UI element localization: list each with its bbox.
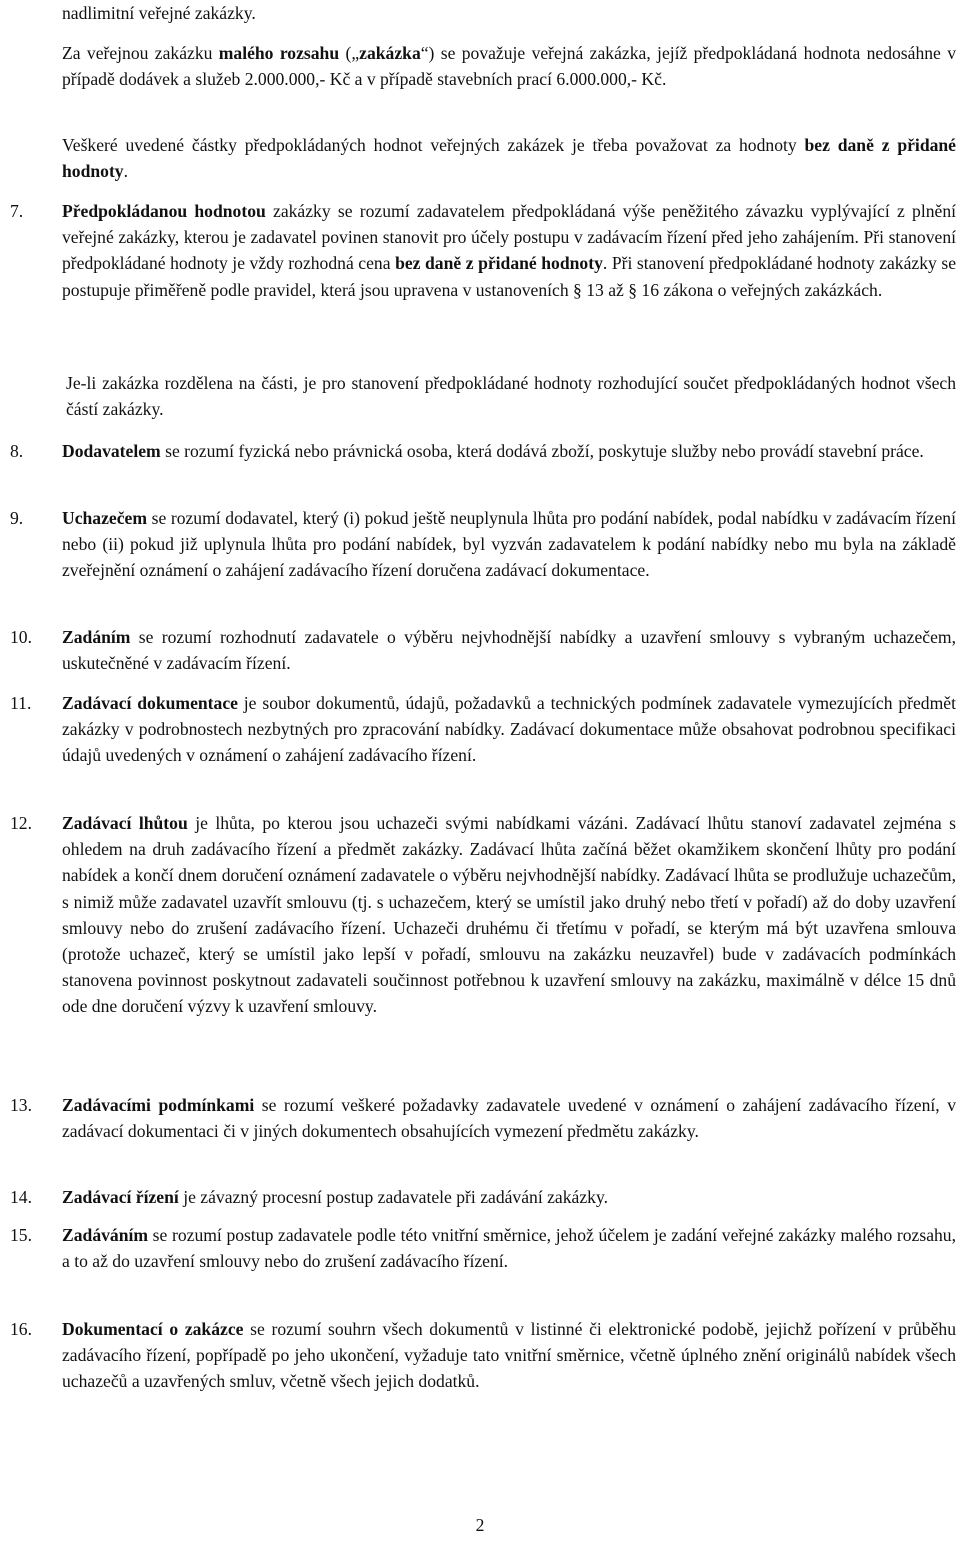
item-text bbox=[62, 1222, 956, 1274]
list-item-16 bbox=[10, 1316, 956, 1395]
item-text bbox=[62, 624, 956, 676]
item-number: 12. bbox=[10, 813, 32, 833]
paragraph-amounts-note bbox=[62, 132, 956, 184]
paragraph-text: Za veřejnou zakázku bbox=[62, 43, 219, 63]
bold-term: malého rozsahu bbox=[218, 43, 340, 63]
item-text-part: se rozumí souhrn všech dokumentů v listinné či elektronické podobě, jejichž pořízení v průběhu zadávacího řízení, popřípadě po jeho ukončení, vyžaduje tato vnitřní směrnice, včetně úplného znění originálů nabídek všech uchazečů a uzavřených smluv, včetně všech jejich dodatků. bbox=[62, 1319, 956, 1392]
item-number: 13. bbox=[10, 1095, 32, 1115]
item-number: 11. bbox=[10, 693, 32, 713]
item-number: 10. bbox=[10, 627, 32, 647]
item-text-part: je závazný procesní postup zadavatele při zadávání zakázky. bbox=[178, 1187, 608, 1207]
item-text bbox=[62, 1092, 956, 1144]
bold-term: Uchazečem bbox=[62, 508, 147, 528]
page-number: 2 bbox=[475, 1515, 485, 1535]
bold-term: bez daně z přidané hodnoty bbox=[395, 253, 603, 274]
list-item-14 bbox=[10, 1184, 956, 1210]
item-text bbox=[62, 505, 956, 584]
list-item-10 bbox=[10, 624, 956, 676]
bold-term: Zadávací lhůtou bbox=[62, 813, 188, 833]
item-text-part: se rozumí dodavatel, který (i) pokud ještě neuplynula lhůta pro podání nabídek, podal nabídku v zadávacím řízení nebo (ii) pokud již uplynula lhůta pro podání nabídek, byl vyzván zadavatelem k podání nabídky nebo mu byla na základě zveřejnění oznámení o zahájení zadávacího řízení doručena zadávací dokumentace. bbox=[62, 508, 956, 581]
list-item-15 bbox=[10, 1222, 956, 1274]
paragraph-text: nadlimitní veřejné zakázky. bbox=[62, 3, 256, 23]
list-item-11 bbox=[10, 690, 956, 769]
item-text bbox=[62, 1184, 956, 1210]
item-text-part: zakázky se rozumí zadavatelem předpokládaná výše peněžitého závazku vyplývající z plnění veřejné zakázky, kterou je zadavatel povinen stanovit pro účely postupu v zadávacím řízení před jeho zahájením. bbox=[62, 201, 957, 248]
bold-term: Zadáváním bbox=[62, 1225, 149, 1245]
list-item-8 bbox=[10, 438, 956, 464]
item-number: 15. bbox=[10, 1225, 32, 1245]
list-item-12 bbox=[10, 810, 956, 1020]
item-number: 14. bbox=[10, 1187, 32, 1207]
bold-term: Předpokládanou hodnotou bbox=[62, 201, 266, 221]
item-text-part: se rozumí veškeré požadavky zadavatele uvedené v oznámení o zahájení zadávacího řízení, v zadávací dokumentaci či v jiných dokumentech obsahujících vymezení předmětu zakázky. bbox=[62, 1095, 956, 1142]
paragraph-text: Veškeré uvedené částky předpokládaných hodnot veřejných zakázek je třeba považovat za hodnoty bbox=[62, 135, 805, 155]
item-text bbox=[62, 438, 956, 464]
item-text-part: je lhůta, po kterou jsou uchazeči svými nabídkami vázáni. Zadávací lhůtu stanoví zadavatel zejména s ohledem na druh zadávacího řízení a předmět zakázky. Zadávací lhůta začíná běžet okamžikem skončení lhůty pro podání nabídek a končí dnem doručení oznámení zadavatele o výběru nejvhodnější nabídky. Zadávací lhůta se prodlužuje uchazečům, s nimiž může zadavatel uzavřít smlouvu (tj. s uchazečem, který se umístil jako druhý nebo třetí v pořadí) až do doby uzavření smlouvy nebo do zrušení zadávacího řízení. Uchazeči druhému či třetímu v pořadí, se kterým má být uzavřena smlouva (protože uchazeč, který se umístil jako lepší v pořadí, smlouvu na zakázku neuzavřel) bude v zadávacích podmínkách stanovena povinnost poskytnout zadavateli součinnost potřebnou k uzavření smlouvy na zakázku, maximálně v délce 15 dnů ode dne doručení výzvy k uzavření smlouvy. bbox=[62, 813, 956, 1017]
item-text-part: se rozumí postup zadavatele podle této vnitřní směrnice, jehož účelem je zadání veřejné zakázky malého rozsahu, a to až do uzavření smlouvy nebo do zrušení zadávacího řízení. bbox=[62, 1225, 956, 1272]
item-text bbox=[62, 690, 956, 769]
item-text-part: je soubor dokumentů, údajů, požadavků a technických podmínek zadavatele vymezujících předmět zakázky v podrobnostech nezbytných pro zpracování nabídky. Zadávací dokumentace může obsahovat podrobnou specifikaci údajů uvedených v oznámení o zahájení zadávacího řízení. bbox=[62, 693, 956, 766]
item-7-subparagraph bbox=[66, 370, 956, 422]
bold-term: Zadávacími podmínkami bbox=[62, 1095, 255, 1115]
list-item-13 bbox=[10, 1092, 956, 1144]
item-number: 9. bbox=[10, 508, 24, 528]
item-number: 8. bbox=[10, 441, 24, 461]
bold-term: Dokumentací o zakázce bbox=[62, 1319, 244, 1339]
bold-term: zakázka bbox=[359, 43, 421, 63]
paragraph-text: . bbox=[123, 161, 129, 182]
paragraph-text: Je-li zakázka rozdělena na části, je pro stanovení předpokládané hodnoty rozhodující součet předpokládaných hodnot všech částí zakázky. bbox=[66, 373, 956, 420]
paragraph-intro bbox=[62, 0, 956, 26]
item-text bbox=[62, 810, 956, 1020]
bold-term: Zadáním bbox=[62, 627, 131, 647]
item-text-part: se rozumí rozhodnutí zadavatele o výběru nejvhodnější nabídky a uzavření smlouvy s vybraným uchazečem, uskutečněné v zadávacím řízení. bbox=[62, 627, 956, 674]
item-text-part: se rozumí fyzická nebo právnická osoba, která dodává zboží, poskytuje služby nebo provádí stavební práce. bbox=[160, 441, 924, 461]
item-text bbox=[62, 1316, 956, 1395]
item-text bbox=[62, 198, 956, 303]
bold-term: Dodavatelem bbox=[62, 441, 161, 461]
list-item-7 bbox=[10, 198, 956, 303]
bold-term: Zadávací dokumentace bbox=[62, 693, 238, 713]
item-text-part: Při stanovení předpokládané hodnoty zakázky se postupuje přiměřeně podle pravidel, která jsou upravena v ustanoveních § 13 až § 16 zákona o veřejných zakázkách. bbox=[62, 253, 957, 300]
bold-term: bez daně z přidané hodnoty bbox=[62, 135, 956, 182]
bold-term: Zadávací řízení bbox=[62, 1187, 179, 1207]
item-text-part: Při stanovení předpokládané hodnoty je vždy rozhodná cena bbox=[62, 227, 957, 274]
item-number: 16. bbox=[10, 1319, 32, 1339]
paragraph-small-contract-definition bbox=[62, 40, 956, 92]
item-number: 7. bbox=[10, 201, 24, 221]
paragraph-text: („ bbox=[339, 43, 360, 63]
item-text-part: . bbox=[602, 253, 612, 274]
list-item-9 bbox=[10, 505, 956, 584]
paragraph-text: “) se považuje veřejná zakázka, jejíž předpokládaná hodnota nedosáhne v případě dodávek a služeb 2.000.000,- Kč a v případě stavebních prací 6.000.000,- Kč. bbox=[62, 43, 956, 90]
